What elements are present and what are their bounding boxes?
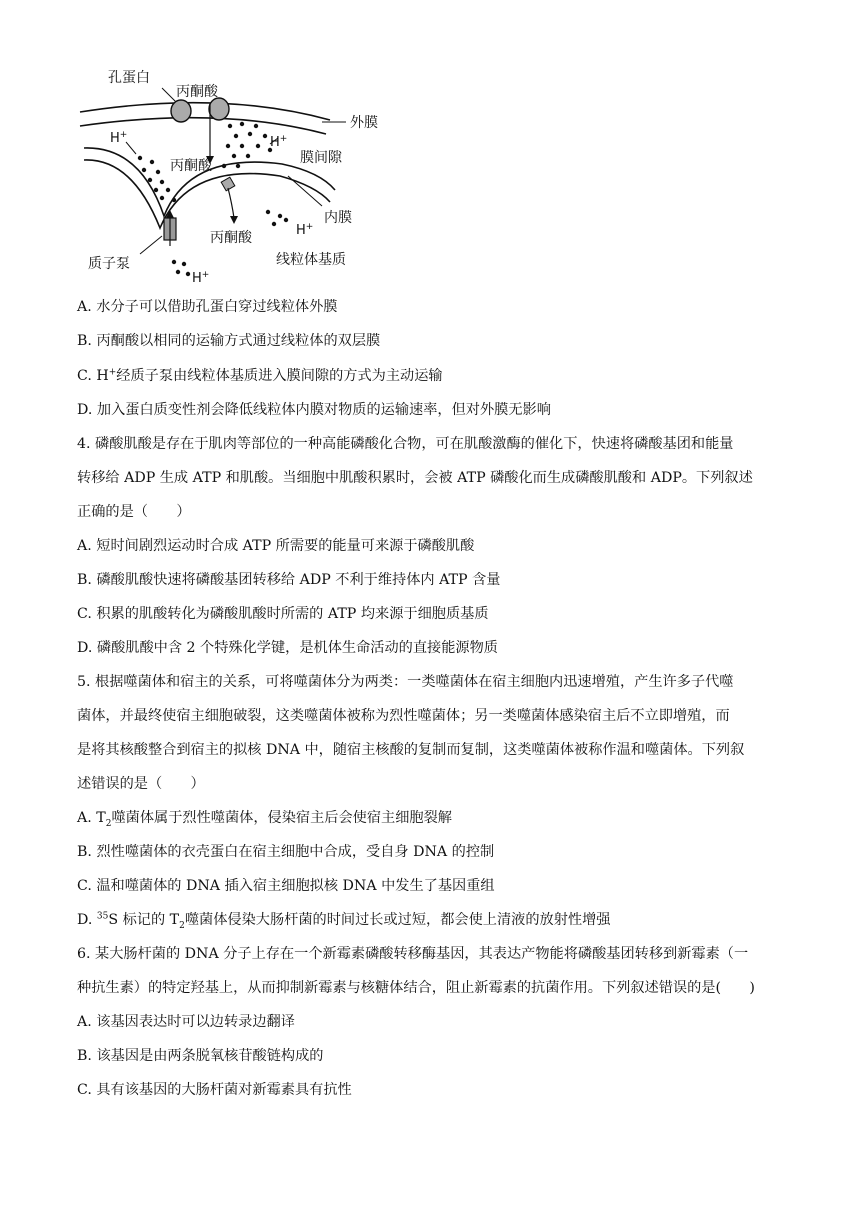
q5-option-b: B. 烈性噬菌体的衣壳蛋白在宿主细胞中合成，受自身 DNA 的控制 <box>77 844 495 860</box>
q5-option-d-post: 噬菌体侵染大肠杆菌的时间过长或过短，都会使上清液的放射性增强 <box>184 912 611 928</box>
q5-option-a-post: 噬菌体属于烈性噬菌体，侵染宿主后会使宿主细胞裂解 <box>111 810 452 826</box>
label-pyruvate-top: 丙酮酸 <box>176 84 218 100</box>
q4-stem-line-3: 正确的是（ ） <box>77 504 191 520</box>
mitochondria-membrane-diagram <box>70 66 410 290</box>
h-plus-particles-matrix-bottom <box>172 260 190 276</box>
q5-option-d-sup: 35 <box>96 911 109 922</box>
porin-leader-line <box>162 88 176 102</box>
label-pyruvate-bottom: 丙酮酸 <box>210 230 252 246</box>
q3-option-c-pre: C. H <box>77 368 109 384</box>
q3-option-c-sup: + <box>108 367 117 378</box>
label-inner-membrane: 内膜 <box>324 210 352 226</box>
q4-stem-line-1: 4. 磷酸肌酸是存在于肌肉等部位的一种高能磷酸化合物，可在肌酸激酶的催化下，快速将磷酸基团和能量 <box>77 436 734 452</box>
pyruvate-arrow-inner <box>228 188 234 218</box>
q5-option-d-sub: 2 <box>179 920 185 931</box>
label-matrix: 线粒体基质 <box>276 252 346 268</box>
porin-protein-right <box>209 98 229 120</box>
porin-protein-left <box>171 100 191 122</box>
q3-option-c-post: 经质子泵由线粒体基质进入膜间隙的方式为主动运输 <box>116 368 443 384</box>
label-proton-pump: 质子泵 <box>88 256 130 272</box>
q6-option-c: C. 具有该基因的大肠杆菌对新霉素具有抗性 <box>77 1082 352 1098</box>
label-pyruvate-middle: 丙酮酸 <box>170 158 212 174</box>
h-plus-particles-upper <box>222 122 272 168</box>
pyruvate-arrow-inner-head <box>230 216 238 224</box>
label-h-plus-right: H+ <box>270 134 288 150</box>
q3-option-b: B. 丙酮酸以相同的运输方式通过线粒体的双层膜 <box>77 333 381 349</box>
q4-option-a: A. 短时间剧烈运动时合成 ATP 所需要的能量可来源于磷酸肌酸 <box>77 538 475 554</box>
q5-stem-line-4: 述错误的是（ ） <box>77 776 205 792</box>
label-h-plus-lower-right: H+ <box>296 222 314 238</box>
q6-stem-line-2: 种抗生素）的特定羟基上，从而抑制新霉素与核糖体结合，阻止新霉素的抗菌作用。下列叙述错误的是( ) <box>77 980 755 996</box>
q3-option-d: D. 加入蛋白质变性剂会降低线粒体内膜对物质的运输速率，但对外膜无影响 <box>77 402 551 418</box>
label-h-plus-left: H+ <box>110 130 128 146</box>
q4-option-d: D. 磷酸肌酸中含 2 个特殊化学键，是机体生命活动的直接能源物质 <box>77 640 498 656</box>
q6-option-b: B. 该基因是由两条脱氧核苷酸链构成的 <box>77 1048 324 1064</box>
label-h-plus-bottom: H+ <box>192 270 210 286</box>
proton-pump-leader-line <box>140 236 162 254</box>
q5-option-d <box>77 910 610 930</box>
h-plus-left-leader-line <box>126 142 136 154</box>
q6-option-a: A. 该基因表达时可以边转录边翻译 <box>77 1014 295 1030</box>
q5-option-c: C. 温和噬菌体的 DNA 插入宿主细胞拟核 DNA 中发生了基因重组 <box>77 878 495 894</box>
q5-stem-line-3: 是将其核酸整合到宿主的拟核 DNA 中，随宿主核酸的复制而复制，这类噬菌体被称作温和噬菌体。下列叙 <box>77 742 745 758</box>
q5-option-a <box>77 808 452 828</box>
q5-stem-line-2: 菌体，并最终使宿主细胞破裂，这类噬菌体被称为烈性噬菌体；另一类噬菌体感染宿主后不立即增殖，而 <box>77 708 730 724</box>
h-plus-particles-matrix-right <box>266 210 288 226</box>
q4-option-b: B. 磷酸肌酸快速将磷酸基团转移给 ADP 不利于维持体内 ATP 含量 <box>77 572 501 588</box>
q3-option-a: A. 水分子可以借助孔蛋白穿过线粒体外膜 <box>77 299 338 315</box>
label-outer-membrane: 外膜 <box>350 115 378 131</box>
q5-stem-line-1: 5. 根据噬菌体和宿主的关系，可将噬菌体分为两类：一类噬菌体在宿主细胞内迅速增殖，产生许多子代噬 <box>77 674 734 690</box>
q6-stem-line-1: 6. 某大肠杆菌的 DNA 分子上存在一个新霉素磷酸转移酶基因，其表达产物能将磷酸基团转移到新霉素（一 <box>77 946 749 962</box>
label-intermembrane-space: 膜间隙 <box>300 150 342 166</box>
q5-option-d-mid: S 标记的 T <box>108 912 180 928</box>
q5-option-a-sub: 2 <box>105 818 112 829</box>
q5-option-d-pre: D. <box>77 912 97 928</box>
q4-stem-line-2: 转移给 ADP 生成 ATP 和肌酸。当细胞中肌酸积累时，会被 ATP 磷酸化而生成磷酸肌酸和 ADP。下列叙述 <box>77 470 753 486</box>
q5-option-a-pre: A. T <box>77 810 106 826</box>
q4-option-c: C. 积累的肌酸转化为磷酸肌酸时所需的 ATP 均来源于细胞质基质 <box>77 606 489 622</box>
label-porin: 孔蛋白 <box>108 70 150 86</box>
q3-option-c <box>77 366 443 386</box>
